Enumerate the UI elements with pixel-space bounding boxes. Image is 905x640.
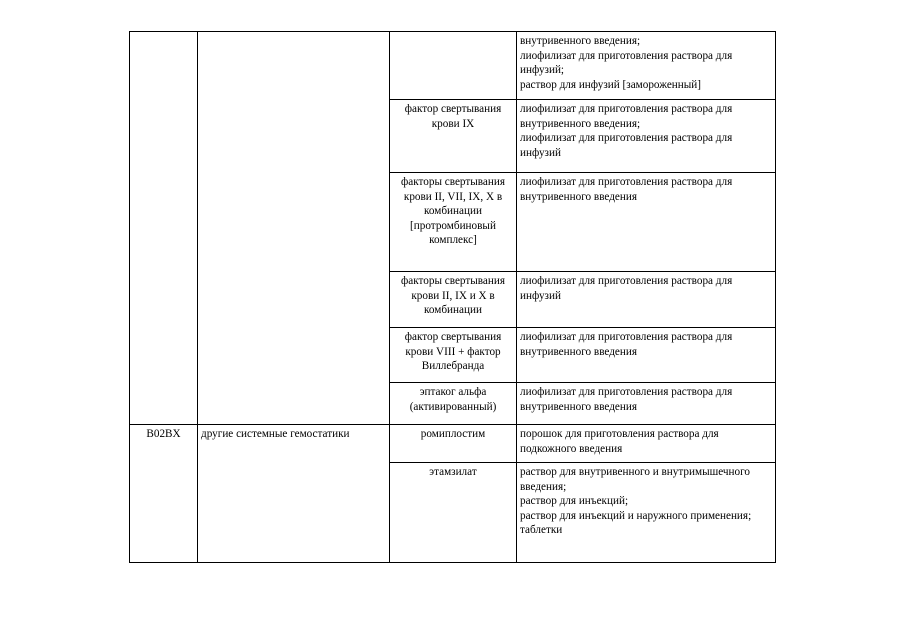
atc-code-cell (130, 32, 198, 425)
table-row (130, 32, 776, 100)
dosage-forms-cell (517, 425, 776, 463)
atc-code-cell: B02BX (130, 425, 198, 563)
medication-table (129, 31, 776, 563)
dosage-form: внутривенного введения; (520, 35, 641, 47)
dosage-forms-cell (517, 328, 776, 383)
dosage-form: раствор для инфузий [замороженный] (520, 78, 701, 91)
substance-cell (390, 32, 517, 100)
dosage-form: лиофилизат для приготовления раствора для внутривенного введения; (520, 103, 733, 130)
substance-cell: эптаког альфа (активированный) (390, 383, 517, 425)
group-name-cell (198, 32, 390, 425)
substance-cell: факторы свертывания крови II, IX и X в комбинации (390, 272, 517, 328)
dosage-form: таблетки (520, 524, 563, 537)
dosage-form: порошок для приготовления раствора для подкожного введения (520, 428, 719, 455)
dosage-forms-cell (517, 272, 776, 328)
dosage-form: раствор для внутривенного и внутримышечного введения; (520, 466, 751, 493)
dosage-form: лиофилизат для приготовления раствора для внутривенного введения (520, 176, 733, 203)
dosage-form: лиофилизат для приготовления раствора для инфузий (520, 132, 733, 159)
substance-cell: этамзилат (390, 463, 517, 563)
substance-cell: фактор свертывания крови VIII + фактор Виллебранда (390, 328, 517, 383)
dosage-forms-cell (517, 173, 776, 272)
dosage-form: лиофилизат для приготовления раствора для инфузий (520, 275, 733, 302)
table-row (130, 425, 776, 463)
dosage-forms-cell (517, 383, 776, 425)
dosage-form: лиофилизат для приготовления раствора для внутривенного введения (520, 386, 733, 413)
dosage-form: раствор для инъекций и наружного применения; (520, 509, 752, 522)
dosage-form: раствор для инъекций; (520, 495, 629, 508)
substance-cell: ромиплостим (390, 425, 517, 463)
dosage-forms-cell (517, 32, 776, 100)
dosage-forms-cell (517, 463, 776, 563)
substance-cell: фактор свертывания крови IX (390, 100, 517, 173)
dosage-form: лиофилизат для приготовления раствора для инфузий; (520, 49, 733, 77)
dosage-form: лиофилизат для приготовления раствора для внутривенного введения (520, 331, 733, 358)
dosage-forms-cell (517, 100, 776, 173)
group-name-cell: другие системные гемостатики (198, 425, 390, 563)
substance-cell: факторы свертывания крови II, VII, IX, X в комбинации [протромбиновый комплекс] (390, 173, 517, 272)
